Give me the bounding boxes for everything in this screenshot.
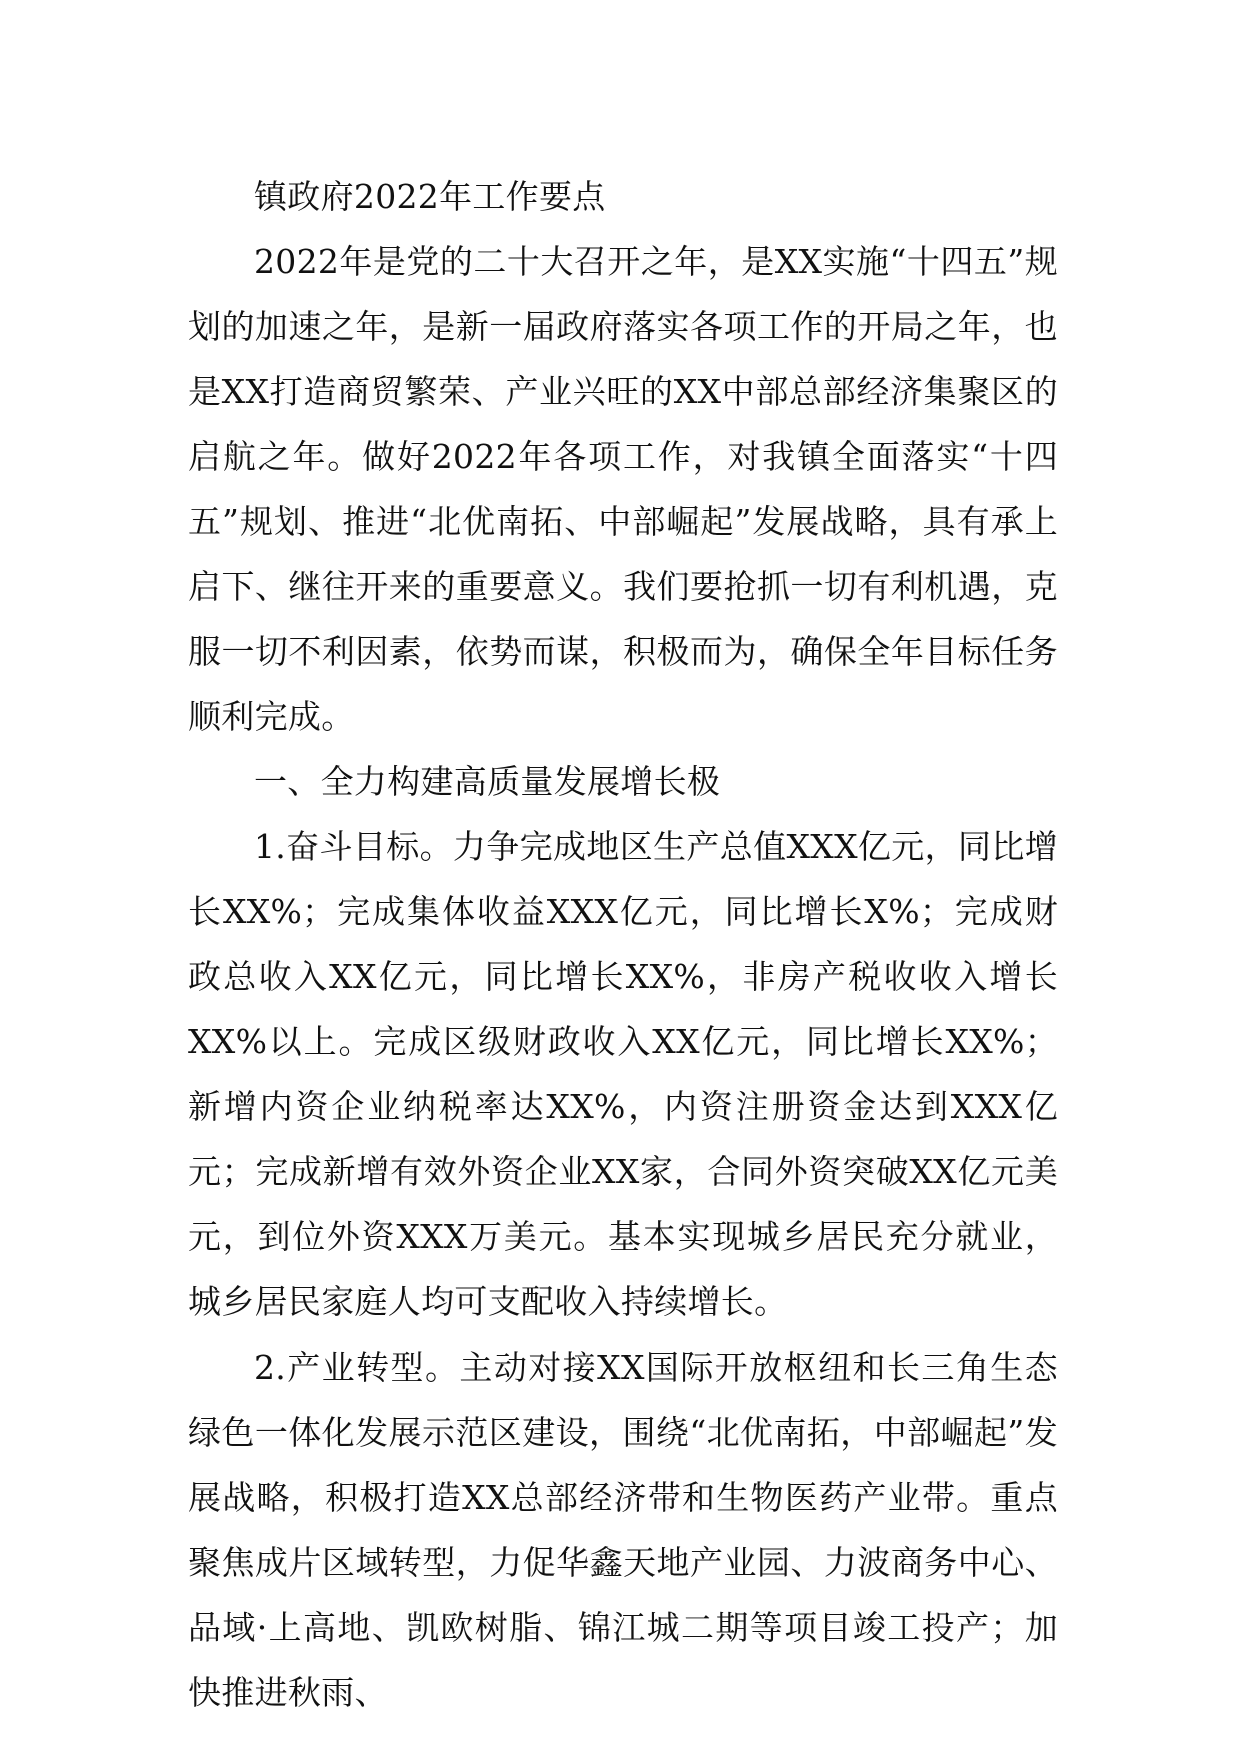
goals-paragraph: 1.奋斗目标。力争完成地区生产总值XXX亿元，同比增长XX%；完成集体收益XXX亿元，同比增长X%；完成财政总收入XX亿元，同比增长XX%，非房产税收收入增长XX%以上。完成区级财政收入XX亿元，同比增长XX%；新增内资企业纳税率达XX%，内资注册资金达到XXX亿元；完成新增有效外资企业XX家，合同外资突破XX亿元美元，到位外资XXX万美元。基本实现城乡居民充分就业，城乡居民家庭人均可支配收入持续增长。 (188, 827, 1058, 1321)
intro-paragraph: 2022年是党的二十大召开之年，是XX实施“十四五”规划的加速之年，是新一届政府落实各项工作的开局之年，也是XX打造商贸繁荣、产业兴旺的XX中部总部经济集聚区的启航之年。做好2022年各项工作，对我镇全面落实“十四五”规划、推进“北优南拓、中部崛起”发展战略，具有承上启下、继往开来的重要意义。我们要抢抓一切有利机遇，克服一切不利因素，依势而谋，积极而为，确保全年目标任务顺利完成。 (188, 242, 1058, 736)
document-title: 镇政府2022年工作要点 (254, 177, 606, 216)
industry-transformation-paragraph: 2.产业转型。主动对接XX国际开放枢纽和长三角生态绿色一体化发展示范区建设，围绕“北优南拓，中部崛起”发展战略，积极打造XX总部经济带和生物医药产业带。重点聚焦成片区域转型，力促华鑫天地产业园、力波商务中心、品域·上高地、凯欧树脂、锦江城二期等项目竣工投产；加快推进秋雨、 (188, 1348, 1058, 1712)
section-heading: 一、全力构建高质量发展增长极 (254, 762, 721, 801)
document-body (188, 164, 1058, 1725)
